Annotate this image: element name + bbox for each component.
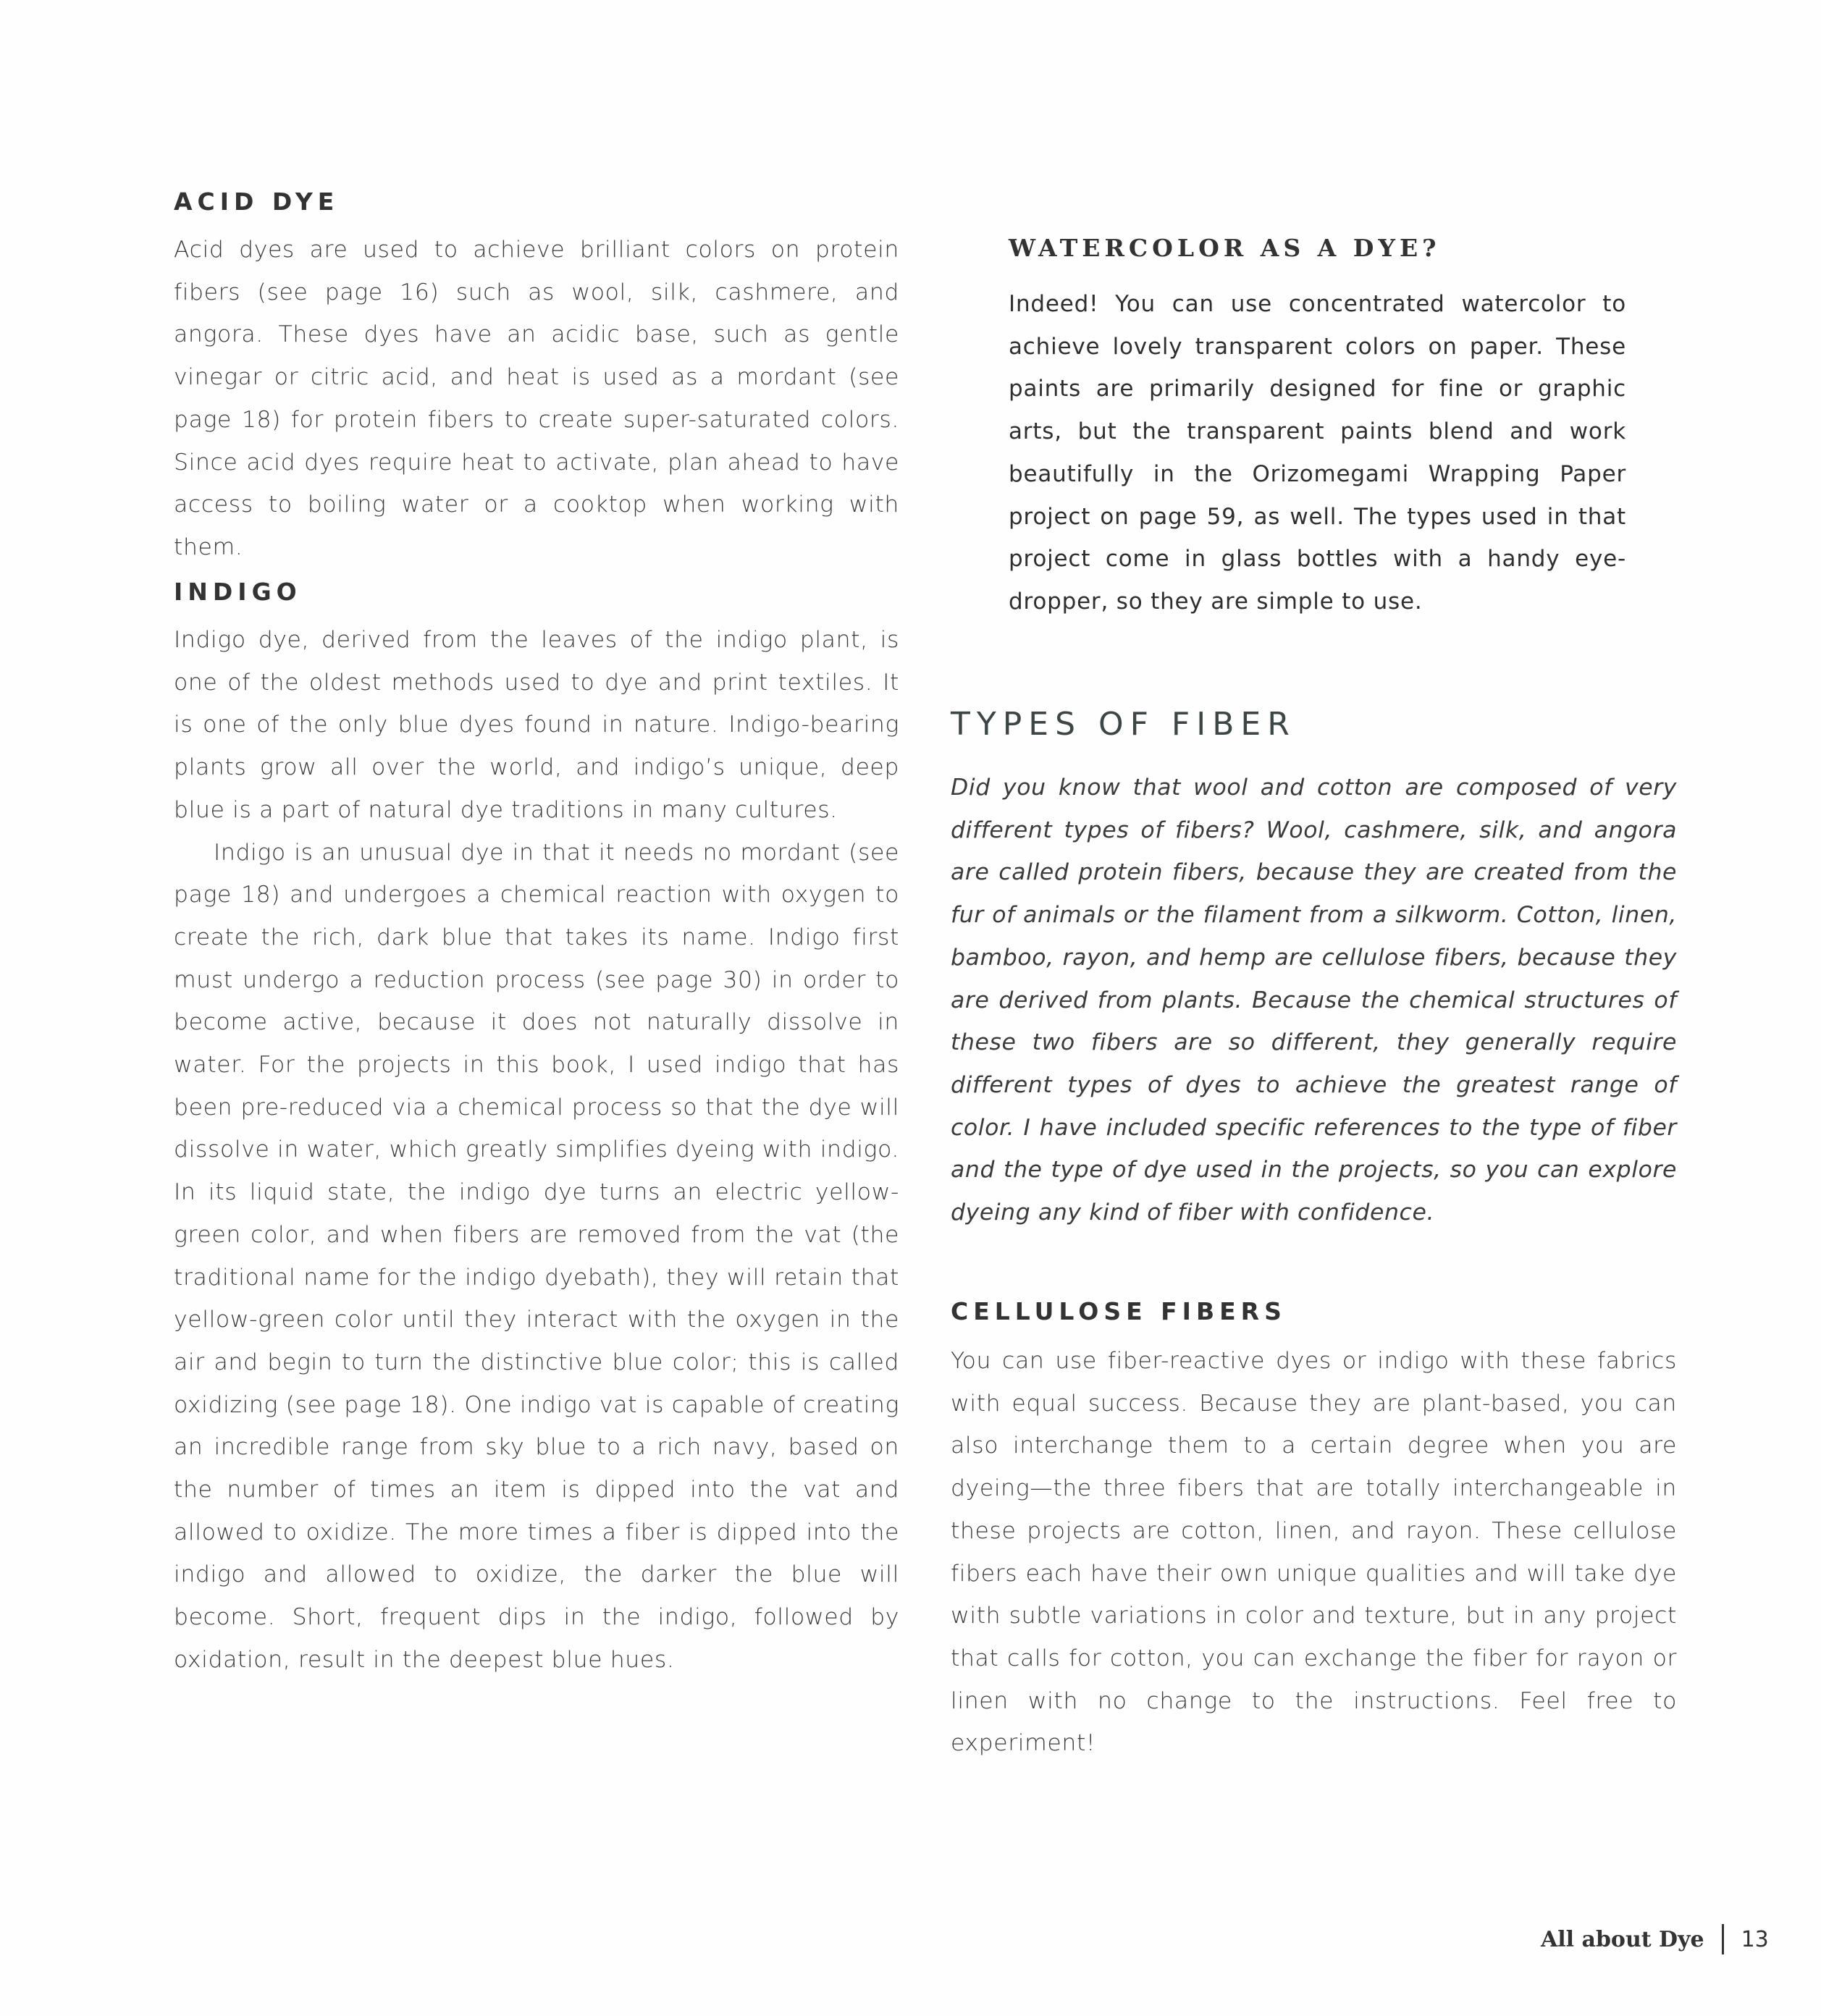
page-footer	[1541, 1924, 1769, 1954]
indigo-paragraph-2: Indigo is an unusual dye in that it needs no mordant (see page 18) and undergoes a chemical reaction with oxygen to create the rich, dark blue that takes its name. Indigo first must undergo a reduction process (see page 30) in order to become active, because it does not naturally dissolve in water. For the projects in this book, I used indigo that has been pre-reduced via a chemical process so that the dye will dissolve in water, which greatly simplifies dyeing with indigo. In its liquid state, the indigo dye turns an electric yellow-green color, and when fibers are removed from the vat (the traditional name for the indigo dyebath), they will retain that yellow-green color until they interact with the oxygen in the air and begin to turn the distinctive blue color; this is called oxidizing (see page 18). One indigo vat is capable of creating an incredible range from sky blue to a rich navy, based on the number of times an item is dipped into the vat and allowed to oxidize. The more times a fiber is dipped into the indigo and allowed to oxidize, the darker the blue will become. Short, frequent dips in the indigo, followed by oxidation, result in the deepest blue hues.	[174, 839, 899, 1673]
page-number: 13	[1741, 1926, 1769, 1952]
running-title: All about Dye	[1541, 1926, 1704, 1952]
footer-divider	[1722, 1924, 1724, 1954]
cellulose-fibers-body: You can use fiber-reactive dyes or indigo with these fabrics with equal success. Because they are plant-based, you can also interchange them to a certain degree when you are dyeing—the three fibers that are totally interchangeable in these projects are cotton, linen, and rayon. These cellulose fibers each have their own unique qualities and will take dye with subtle variations in color and texture, but in any project that calls for cotton, you can exchange the fiber for rayon or linen with no change to the instructions. Feel free to experiment!	[951, 1348, 1677, 1757]
indigo-section	[174, 619, 899, 1682]
acid-dye-body: Acid dyes are used to achieve brilliant colors on protein fibers (see page 16) such as wool, silk, cashmere, and angora. These dyes have an acidic base, such as gentle vinegar or citric acid, and heat is used as a mordant (see page 18) for protein fibers to create super-saturated colors. Since acid dyes require heat to activate, plan ahead to have access to boiling water or a cooktop when working with them.	[174, 237, 899, 560]
types-of-fiber-heading: TYPES OF FIBER	[951, 706, 1296, 743]
cellulose-fibers-heading: CELLULOSE FIBERS	[951, 1297, 1287, 1325]
types-of-fiber-body: Did you know that wool and cotton are composed of very different types of fibers? Wool, cashmere, silk, and angora are called protein fibers, because they are created from the fur of animals or the filament from a silkworm. Cotton, linen, bamboo, rayon, and hemp are cellulose fibers, because they are derived from plants. Because the chemical structures of these two fibers are so different, they generally require different types of dyes to achieve the greatest range of color. I have included specific references to the type of fiber and the type of dye used in the projects, so you can explore dyeing any kind of fiber with confidence.	[951, 775, 1677, 1226]
sidebar-body: Indeed! You can use concentrated watercolor to achieve lovely transparent colors on paper. These paints are primarily designed for fine or graphic arts, but the transparent paints blend and work beautifully in the Orizomegami Wrapping Paper project on page 59, as well. The types used in that project come in glass bottles with a handy eye-dropper, so they are simple to use.	[1009, 291, 1626, 615]
indigo-heading: INDIGO	[174, 578, 302, 606]
sidebar-heading: WATERCOLOR AS A DYE?	[1009, 234, 1441, 262]
acid-dye-heading: ACID DYE	[174, 187, 340, 216]
indigo-paragraph-1: Indigo dye, derived from the leaves of the indigo plant, is one of the oldest methods used to dye and print textiles. It is one of the only blue dyes found in nature. Indigo-bearing plants grow all over the world, and indigo’s unique, deep blue is a part of natural dye traditions in many cultures.	[174, 627, 899, 823]
